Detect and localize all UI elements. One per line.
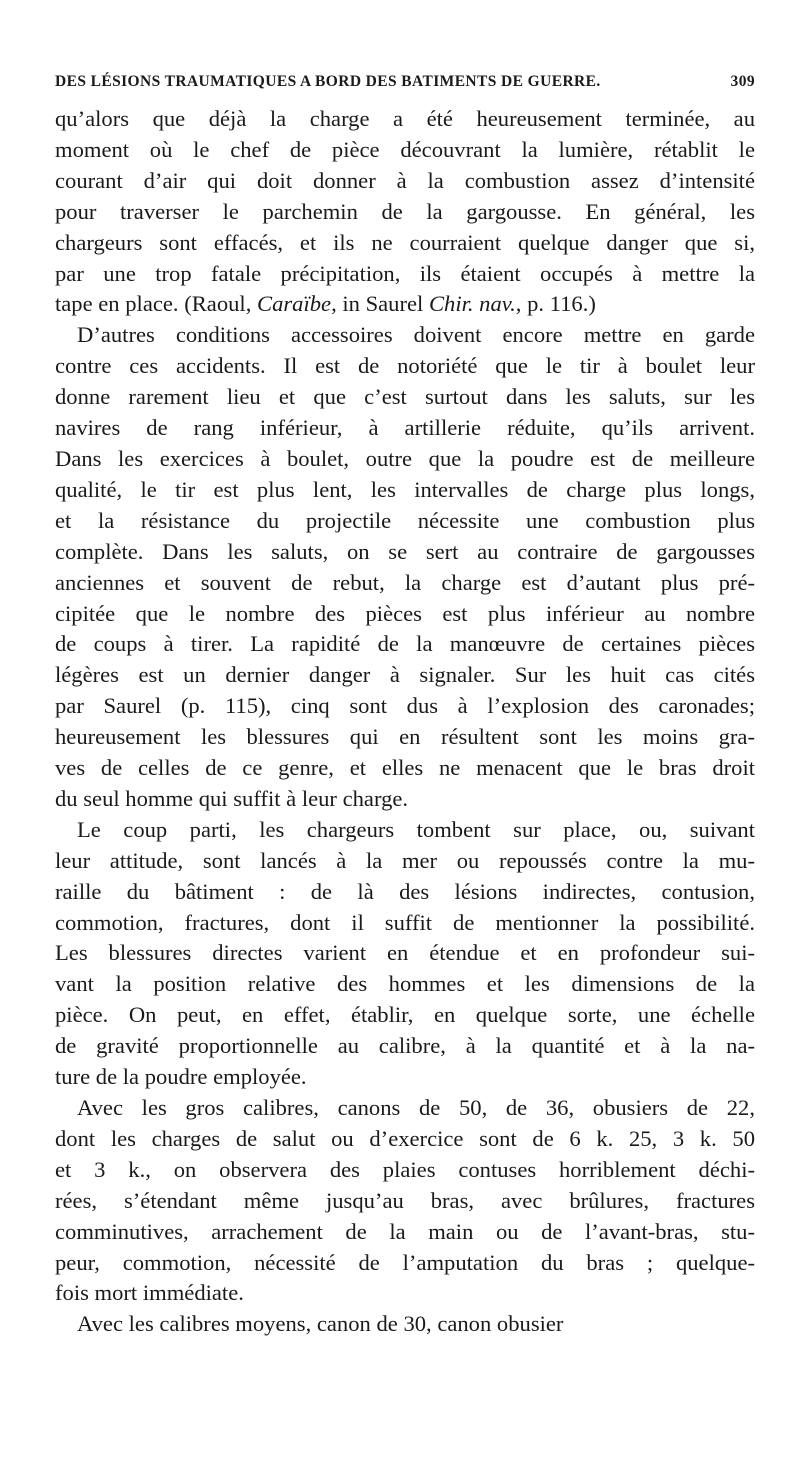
- text-line: fois mort immédiate.: [55, 1280, 244, 1306]
- running-head: [55, 68, 755, 96]
- text-line: Le coup parti, les chargeurs tombent sur place, ou, suivant: [77, 816, 755, 842]
- text-line: commotion, fractures, dont il suffit de mentionner la possibilité.: [55, 909, 755, 935]
- text-line: légères est un dernier danger à signaler. Sur les huit cas cités: [55, 662, 755, 688]
- text-line: rées, s’étendant même jusqu’au bras, avec brûlures, fractures: [55, 1187, 755, 1213]
- text-line: du seul homme qui suffit à leur charge.: [55, 785, 409, 811]
- running-head-title: DES LÉSIONS TRAUMATIQUES A BORD DES BATIMENTS DE GUERRE.: [55, 73, 601, 90]
- body-text: [55, 104, 755, 1340]
- page-number: 309: [730, 73, 755, 90]
- text-line: pour traverser le parchemin de la gargousse. En général, les: [55, 198, 755, 224]
- paragraph: [55, 815, 755, 1093]
- text-line: cipitée que le nombre des pièces est plus inférieur au nombre: [55, 600, 755, 626]
- text-line: ves de celles de ce genre, et elles ne menacent que le bras droit: [55, 755, 755, 781]
- text-line: de coups à tirer. La rapidité de la manœuvre de certaines pièces: [55, 631, 755, 657]
- paragraph: [55, 104, 755, 320]
- page: [55, 68, 755, 1340]
- paragraph: [55, 320, 755, 815]
- text-line: dont les charges de salut ou d’exercice sont de 6 k. 25, 3 k. 50: [55, 1125, 755, 1151]
- text-line: et 3 k., on observera des plaies contuses horriblement déchi-: [55, 1156, 755, 1182]
- text-line: ture de la poudre employée.: [55, 1064, 307, 1090]
- text-line: pièce. On peut, en effet, établir, en quelque sorte, une échelle: [55, 1002, 755, 1028]
- text-line: chargeurs sont effacés, et ils ne courraient quelque danger que si,: [55, 229, 755, 255]
- text-line: anciennes et souvent de rebut, la charge est d’autant plus pré-: [55, 569, 755, 595]
- text-line: comminutives, arrachement de la main ou de l’avant-bras, stu-: [55, 1218, 755, 1244]
- text-line: par Saurel (p. 115), cinq sont dus à l’explosion des caronades;: [55, 693, 755, 719]
- text-line: complète. Dans les saluts, on se sert au contraire de gargousses: [55, 538, 755, 564]
- text-line: peur, commotion, nécessité de l’amputation du bras ; quelque-: [55, 1249, 755, 1275]
- text-line: raille du bâtiment : de là des lésions indirectes, contusion,: [55, 878, 755, 904]
- text-line: courant d’air qui doit donner à la combustion assez d’intensité: [55, 167, 755, 193]
- text-line: D’autres conditions accessoires doivent encore mettre en garde: [77, 322, 755, 348]
- text-line: vant la position relative des hommes et les dimensions de la: [55, 971, 755, 997]
- text-line: qu’alors que déjà la charge a été heureusement terminée, au: [55, 106, 755, 131]
- text-line: donne rarement lieu et que c’est surtout dans les saluts, sur les: [55, 384, 755, 410]
- text-line: contre ces accidents. Il est de notoriété que le tir à boulet leur: [55, 353, 755, 379]
- text-line: leur attitude, sont lancés à la mer ou repoussés contre la mu-: [55, 847, 755, 873]
- paragraph: [55, 1093, 755, 1309]
- text-line: Avec les gros calibres, canons de 50, de 36, obusiers de 22,: [77, 1095, 755, 1120]
- text-line: Avec les calibres moyens, canon de 30, canon obusier: [77, 1311, 564, 1337]
- text-line: Les blessures directes varient en étendue et en profondeur sui-: [55, 940, 755, 966]
- text-line: Dans les exercices à boulet, outre que la poudre est de meilleure: [55, 445, 755, 471]
- paragraph: [55, 1309, 755, 1340]
- text-line: moment où le chef de pièce découvrant la lumière, rétablit le: [55, 136, 755, 162]
- text-line: navires de rang inférieur, à artillerie réduite, qu’ils arrivent.: [55, 415, 755, 441]
- text-line: tape en place. (Raoul, Caraïbe, in Saurel Chir. nav., p. 116.): [55, 291, 596, 317]
- text-line: par une trop fatale précipitation, ils étaient occupés à mettre la: [55, 260, 755, 286]
- text-line: et la résistance du projectile nécessite une combustion plus: [55, 507, 755, 533]
- text-line: heureusement les blessures qui en résultent sont les moins gra-: [55, 724, 755, 750]
- text-line: qualité, le tir est plus lent, les intervalles de charge plus longs,: [55, 476, 755, 502]
- text-line: de gravité proportionnelle au calibre, à la quantité et à la na-: [55, 1033, 755, 1059]
